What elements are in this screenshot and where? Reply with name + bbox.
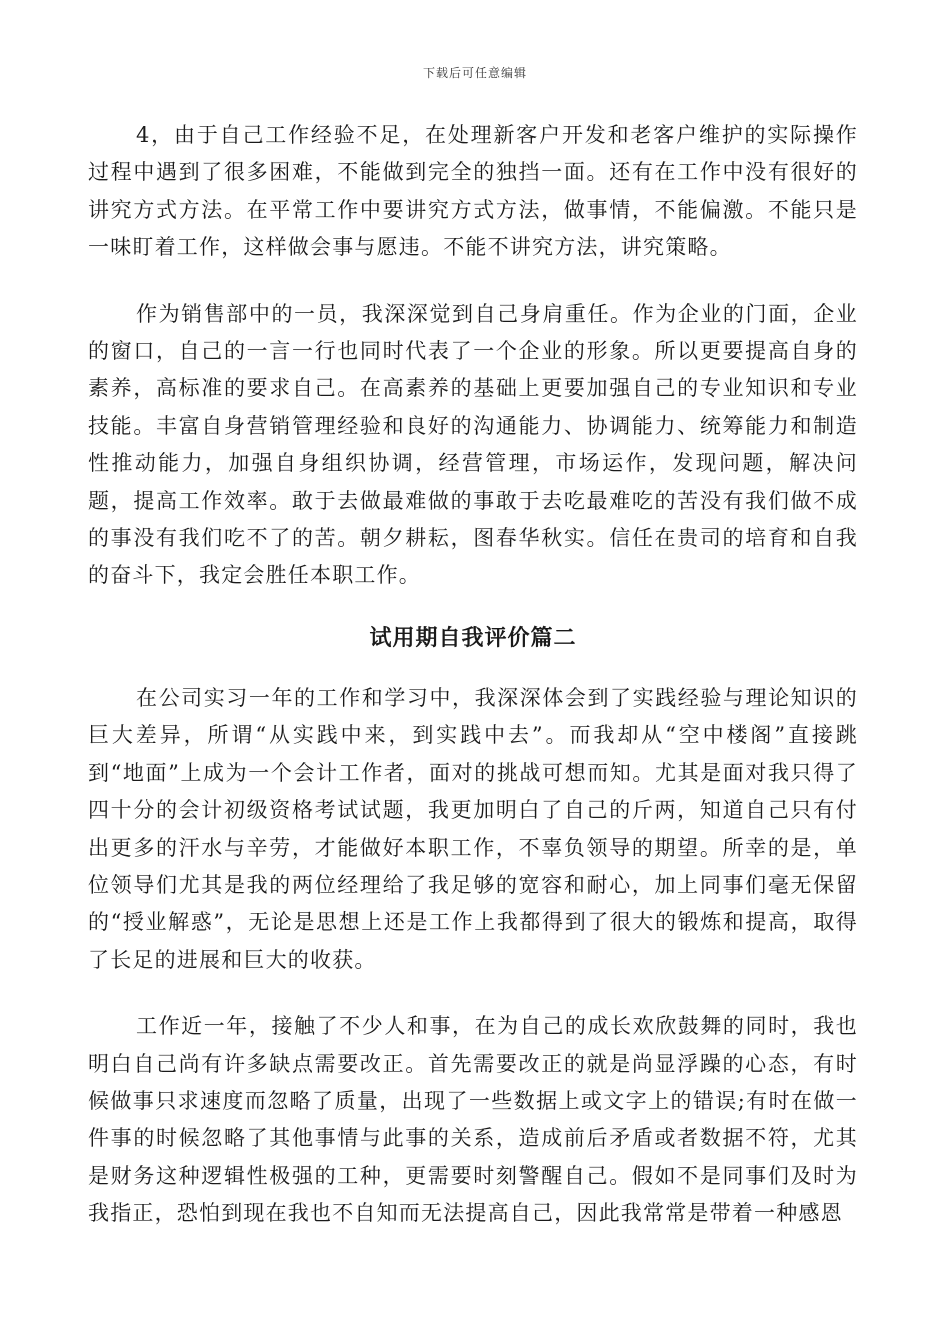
section-heading: 试用期自我评价篇二: [369, 625, 577, 651]
page-header: 下载后可任意编辑: [422, 66, 527, 80]
paragraph: 作为销售部中的一员，我深深觉到自己身肩重任。作为企业的门面，企业的窗口，自己的一言一行也同时代表了一个企业的形象。所以更要提高自身的素养，高标准的要求自己。在高素养的基础上更要加强自己的专业知识和专业技能。丰富自身营销管理经验和良好的沟通能力、协调能力、统筹能力和制造性推动能力，加强自身组织协调，经营管理，市场运作，发现问题，解决问题，提高工作效率。敢于去做最难做的事敢于去吃最难吃的苦没有我们做不成的事没有我们吃不了的苦。朝夕耕耘，图春华秋实。信任在贵司的培育和自我的奋斗下，我定会胜任本职工作。: [88, 301, 858, 588]
paragraph: 工作近一年，接触了不少人和事，在为自己的成长欢欣鼓舞的同时，我也明白自己尚有许多缺点需要改正。首先需要改正的就是尚显浮躁的心态，有时候做事只求速度而忽略了质量，出现了一些数据上或文字上的错误;有时在做一件事的时候忽略了其他事情与此事的关系，造成前后矛盾或者数据不符，尤其是财务这种逻辑性极强的工种，更需要时刻警醒自己。假如不是同事们及时为我指正，恐怕到现在我也不自知而无法提高自己，因此我常常是带着一种感恩: [88, 1014, 858, 1226]
paragraph: 在公司实习一年的工作和学习中，我深深体会到了实践经验与理论知识的巨大差异，所谓“从实践中来，到实践中去”。而我却从“空中楼阁”直接跳到“地面”上成为一个会计工作者，面对的挑战可想而知。尤其是面对我只得了四十分的会计初级资格考试试题，我更加明白了自己的斤两，知道自己只有付出更多的汗水与辛劳，才能做好本职工作，不辜负领导的期望。所幸的是，单位领导们尤其是我的两位经理给了我足够的宽容和耐心，加上同事们毫无保留的“授业解惑”，无论是思想上还是工作上我都得到了很大的锻炼和提高，取得了长足的进展和巨大的收获。: [88, 685, 858, 972]
paragraph: 4，由于自己工作经验不足，在处理新客户开发和老客户维护的实际操作过程中遇到了很多困难，不能做到完全的独挡一面。还有在工作中没有很好的讲究方式方法。在平常工作中要讲究方式方法，做事情，不能偏激。不能只是一味盯着工作，这样做会事与愿违。不能不讲究方法，讲究策略。: [88, 123, 858, 260]
document-body: [88, 117, 858, 1262]
